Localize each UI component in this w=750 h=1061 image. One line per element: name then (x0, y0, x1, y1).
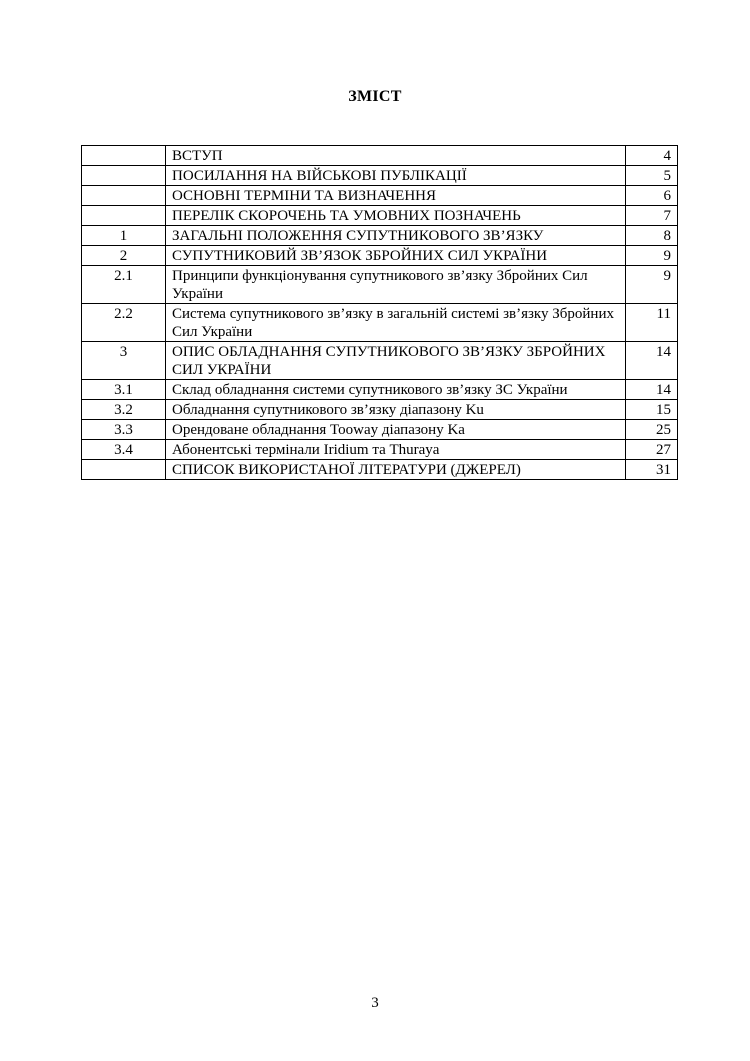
toc-page-number: 11 (626, 304, 678, 342)
toc-row-section-2-1 (82, 266, 678, 304)
toc-row-section-3-1 (82, 380, 678, 400)
toc-row-section-3-3 (82, 420, 678, 440)
toc-section-number (82, 460, 166, 480)
toc-page-number: 4 (626, 146, 678, 166)
toc-row-bibliography (82, 460, 678, 480)
toc-row-section-1 (82, 226, 678, 246)
toc-page-number: 8 (626, 226, 678, 246)
toc-page-number: 14 (626, 380, 678, 400)
toc-row-abbreviations (82, 206, 678, 226)
toc-row-section-3-2 (82, 400, 678, 420)
toc-page-number: 7 (626, 206, 678, 226)
toc-page-number: 27 (626, 440, 678, 460)
toc-section-title: ЗАГАЛЬНІ ПОЛОЖЕННЯ СУПУТНИКОВОГО ЗВ’ЯЗКУ (166, 226, 626, 246)
toc-section-title: ОПИС ОБЛАДНАННЯ СУПУТНИКОВОГО ЗВ’ЯЗКУ ЗБРОЙНИХ СИЛ УКРАЇНИ (166, 342, 626, 380)
toc-page-number: 15 (626, 400, 678, 420)
toc-row-intro (82, 146, 678, 166)
toc-page-number: 9 (626, 246, 678, 266)
toc-section-title: ПОСИЛАННЯ НА ВІЙСЬКОВІ ПУБЛІКАЦІЇ (166, 166, 626, 186)
toc-section-number: 3.4 (82, 440, 166, 460)
toc-page-number: 5 (626, 166, 678, 186)
toc-section-title: СПИСОК ВИКОРИСТАНОЇ ЛІТЕРАТУРИ (ДЖЕРЕЛ) (166, 460, 626, 480)
toc-section-number: 2.1 (82, 266, 166, 304)
toc-section-title: Склад обладнання системи супутникового зв’язку ЗС України (166, 380, 626, 400)
toc-section-number (82, 166, 166, 186)
toc-row-terms (82, 186, 678, 206)
toc-page-number: 6 (626, 186, 678, 206)
toc-section-number (82, 146, 166, 166)
toc-section-number: 2 (82, 246, 166, 266)
toc-section-number (82, 186, 166, 206)
toc-page-number: 31 (626, 460, 678, 480)
toc-section-title: ВСТУП (166, 146, 626, 166)
toc-section-title: СУПУТНИКОВИЙ ЗВ’ЯЗОК ЗБРОЙНИХ СИЛ УКРАЇНИ (166, 246, 626, 266)
toc-section-number: 1 (82, 226, 166, 246)
toc-section-title: Система супутникового зв’язку в загальній системі зв’язку Збройних Сил України (166, 304, 626, 342)
toc-section-title: Принципи функціонування супутникового зв’язку Збройних Сил України (166, 266, 626, 304)
toc-page-number: 25 (626, 420, 678, 440)
toc-section-number: 3.3 (82, 420, 166, 440)
toc-section-number: 3.1 (82, 380, 166, 400)
table-of-contents (81, 145, 678, 480)
toc-row-section-3 (82, 342, 678, 380)
toc-page-number: 14 (626, 342, 678, 380)
toc-section-number: 2.2 (82, 304, 166, 342)
toc-section-title: Абонентські термінали Iridium та Thuraya (166, 440, 626, 460)
page-footer-number: 3 (371, 995, 379, 1011)
toc-section-title: Обладнання супутникового зв’язку діапазону Ku (166, 400, 626, 420)
toc-page-number: 9 (626, 266, 678, 304)
toc-section-number (82, 206, 166, 226)
toc-section-number: 3.2 (82, 400, 166, 420)
toc-section-number: 3 (82, 342, 166, 380)
toc-row-section-2-2 (82, 304, 678, 342)
toc-section-title: Орендоване обладнання Tooway діапазону Ka (166, 420, 626, 440)
toc-section-title: ОСНОВНІ ТЕРМІНИ ТА ВИЗНАЧЕННЯ (166, 186, 626, 206)
page-title: ЗМІСТ (348, 88, 402, 105)
toc-row-section-2 (82, 246, 678, 266)
toc-row-references (82, 166, 678, 186)
toc-section-title: ПЕРЕЛІК СКОРОЧЕНЬ ТА УМОВНИХ ПОЗНАЧЕНЬ (166, 206, 626, 226)
toc-row-section-3-4 (82, 440, 678, 460)
